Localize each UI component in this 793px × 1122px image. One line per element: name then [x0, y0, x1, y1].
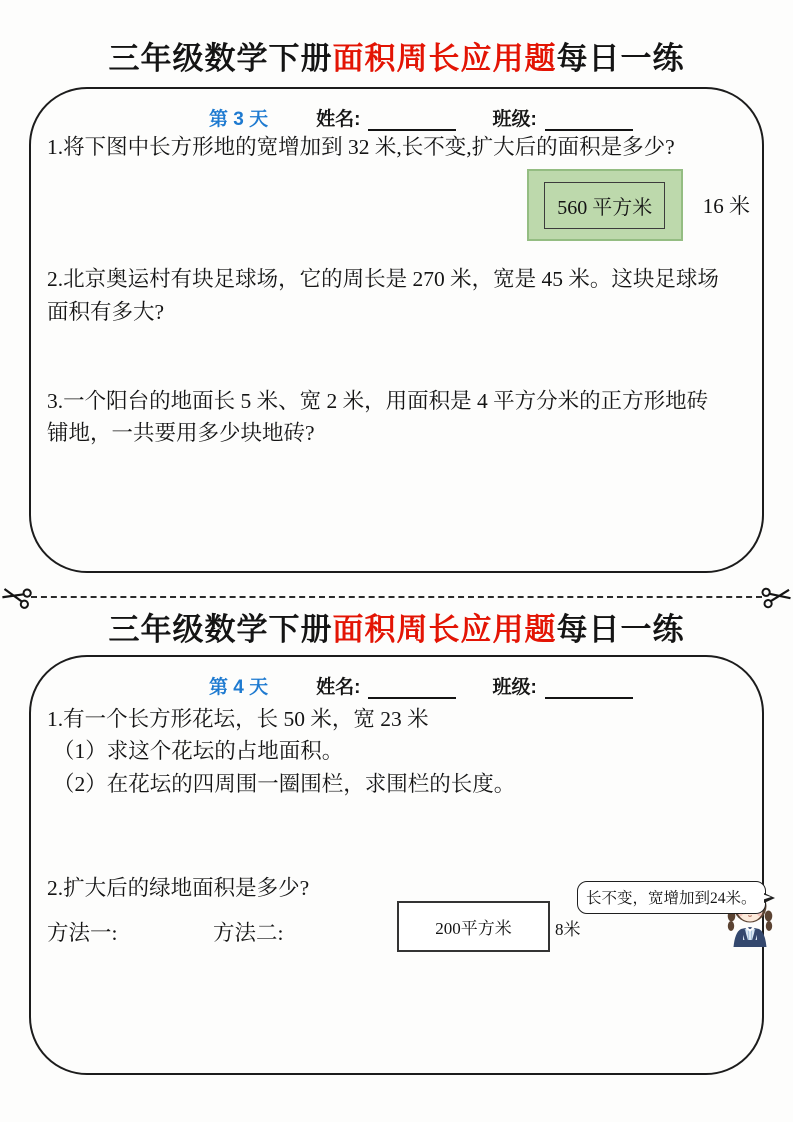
class-blank-line — [545, 679, 633, 699]
day4-name-field — [316, 672, 456, 699]
day4-label: 第 4 天 — [209, 676, 269, 698]
title-part3: 每日一练 — [556, 41, 685, 76]
title-part1: 三年级数学下册 — [108, 41, 333, 76]
title-part2-red: 面积周长应用题 — [332, 41, 557, 76]
day4-question-1-sub1: （1）求这个花坛的占地面积。 — [53, 739, 344, 764]
day4-panel — [29, 655, 764, 1075]
title-part2-red: 面积周长应用题 — [332, 611, 557, 647]
speech-bubble-text: 长不变，宽增加到24米。 — [586, 889, 757, 907]
day3-header — [41, 97, 752, 131]
worksheet-title-day4 — [0, 609, 793, 650]
green-rectangle-side-label: 16 米 — [702, 194, 750, 219]
day4-work-area — [41, 871, 757, 996]
speech-bubble — [577, 881, 766, 914]
dashed-cut-line — [31, 596, 762, 598]
day4-rectangle-figure — [397, 901, 550, 952]
day3-class-field — [492, 104, 632, 131]
day4-header — [41, 665, 752, 699]
class-label: 班级: — [492, 676, 537, 698]
day4-class-field — [492, 672, 632, 699]
scissors-icon — [1, 585, 31, 608]
green-rectangle — [527, 169, 683, 241]
name-label: 姓名: — [316, 108, 361, 130]
rectangle-area-label: 200平方米 — [435, 918, 512, 938]
method-two-label: 方法二: — [213, 920, 284, 945]
day3-question-2: 2.北京奥运村有块足球场，它的周长是 270 米，宽是 45 米。这块足球场面积有多大? — [47, 267, 719, 325]
green-rectangle-area-label: 560 平方米 — [544, 182, 665, 229]
day3-label: 第 3 天 — [209, 108, 269, 130]
day4-question-2: 2.扩大后的绿地面积是多少? — [47, 875, 310, 900]
name-label: 姓名: — [316, 676, 361, 698]
day3-question-1: 1.将下图中长方形地的宽增加到 32 米,长不变,扩大后的面积是多少? — [47, 134, 675, 159]
method-one-label: 方法一: — [47, 920, 118, 945]
day3-panel — [29, 87, 764, 573]
class-label: 班级: — [492, 108, 537, 130]
day4-question-1-sub2: （2）在花坛的四周围一圈围栏，求围栏的长度。 — [53, 771, 516, 796]
day3-name-field — [316, 104, 456, 131]
scissors-icon — [762, 585, 792, 608]
day3-rectangle-figure — [41, 167, 750, 243]
cut-line — [0, 585, 793, 609]
class-blank-line — [545, 111, 633, 131]
day3-question-3: 3.一个阳台的地面长 5 米、宽 2 米，用面积是 4 平方分米的正方形地砖铺地，一共要用多少块地砖? — [47, 388, 709, 446]
day4-question-1: 1.有一个长方形花坛，长 50 米，宽 23 米 — [47, 706, 429, 731]
name-blank-line — [368, 111, 456, 131]
name-blank-line — [368, 679, 456, 699]
title-part1: 三年级数学下册 — [108, 611, 333, 647]
rectangle-side-label: 8米 — [555, 919, 581, 939]
title-part3: 每日一练 — [556, 611, 685, 647]
worksheet-title-day3 — [0, 0, 793, 79]
